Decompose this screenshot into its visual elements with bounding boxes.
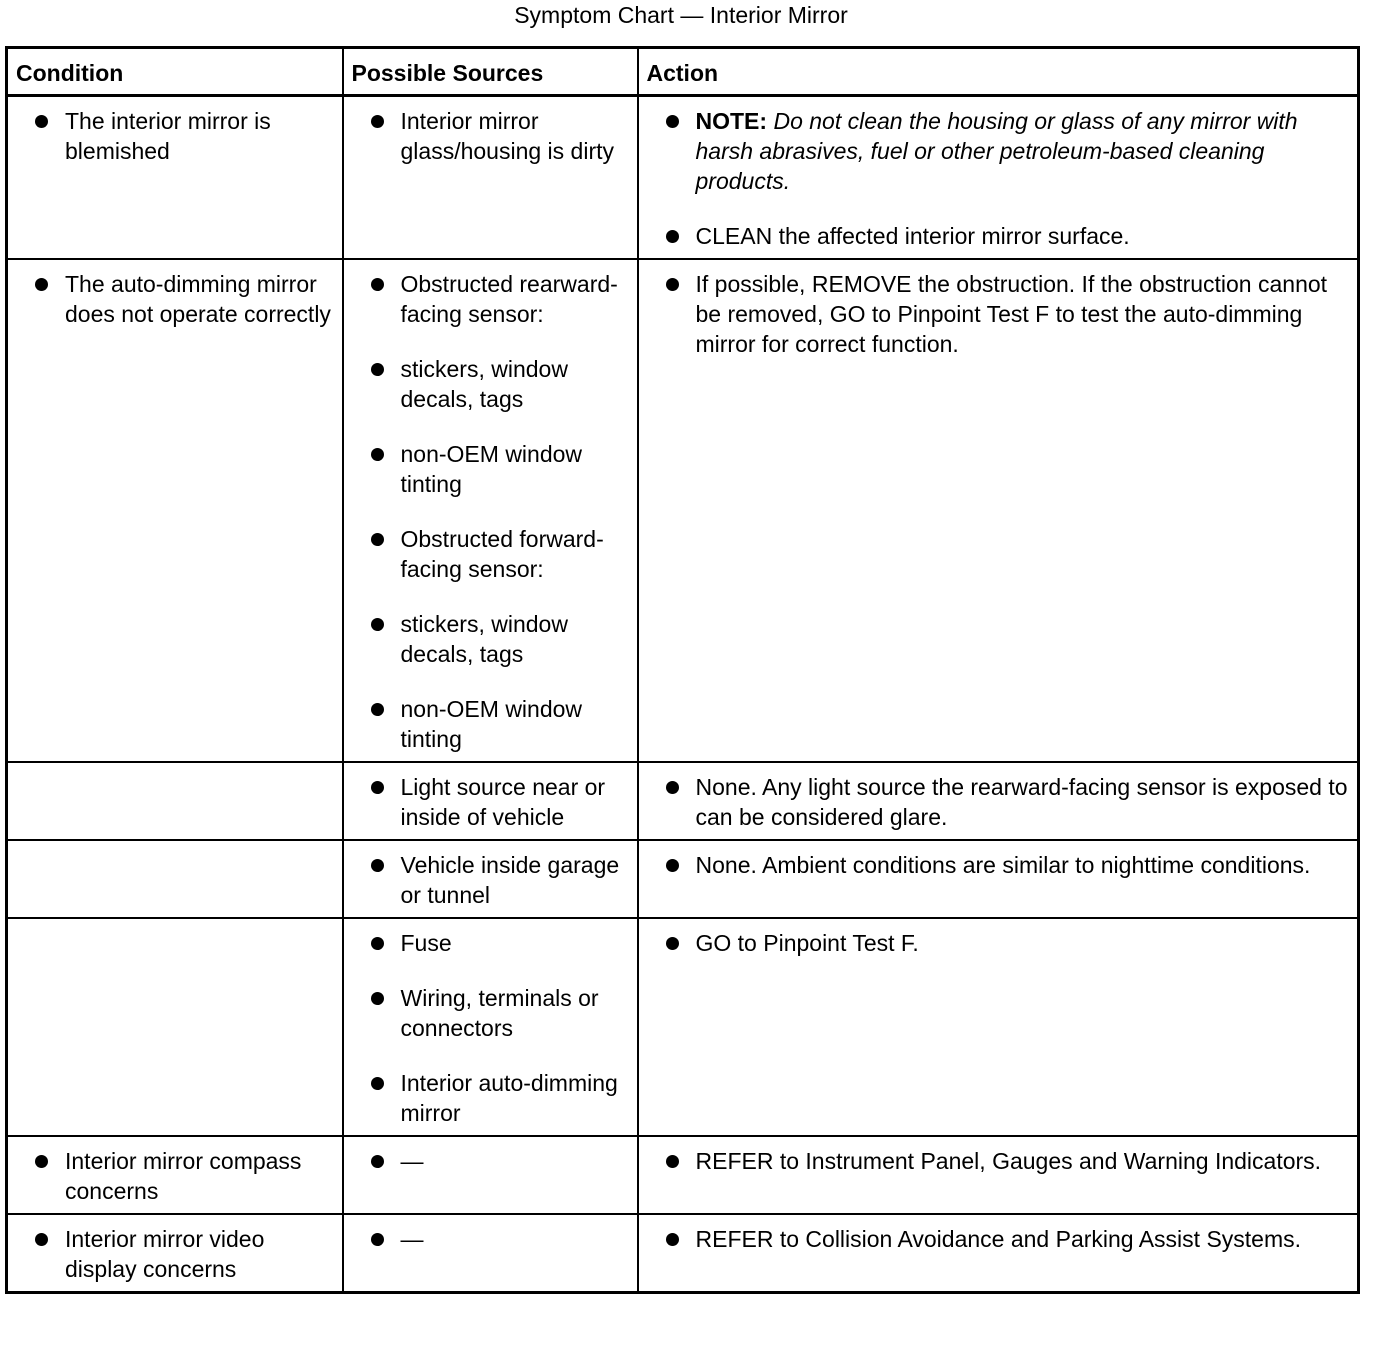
table-row [7,96,1359,260]
action-cell [638,96,1359,260]
source-item-text: — [400,1226,424,1252]
action-cell [638,762,1359,840]
condition-item [16,269,334,329]
condition-cell [7,96,343,260]
action-cell [638,918,1359,1136]
action-item [647,850,1350,880]
bullet-icon [35,115,48,128]
sources-cell [343,840,638,918]
condition-item-text: The auto-dimming mirror does not operate correctly [65,271,331,327]
condition-item-text: The interior mirror is blemished [65,108,271,164]
sources-cell [343,1214,638,1293]
sources-cell [343,96,638,260]
bullet-icon [666,781,679,794]
table-row [7,840,1359,918]
table-row [7,1214,1359,1293]
note-label: NOTE: [695,108,768,134]
condition-item-text: Interior mirror compass concerns [65,1148,302,1204]
source-item-text: stickers, window decals, tags [400,611,568,667]
bullet-icon [371,1233,384,1246]
bullet-icon [371,781,384,794]
action-item [647,1224,1350,1254]
header-condition: Condition [7,48,343,96]
bullet-icon [35,1233,48,1246]
condition-cell [7,1214,343,1293]
condition-cell [7,918,343,1136]
bullet-icon [666,859,679,872]
note-item [647,106,1350,196]
source-item [352,983,629,1043]
action-cell [638,1214,1359,1293]
table-body [7,96,1359,1293]
action-cell [638,1136,1359,1214]
condition-item [16,106,334,166]
condition-cell [7,762,343,840]
bullet-icon [666,1233,679,1246]
source-item-text: — [400,1148,424,1174]
bullet-icon [35,278,48,291]
action-item [647,221,1350,251]
source-item-text: stickers, window decals, tags [400,356,568,412]
condition-cell [7,1136,343,1214]
source-item-text: non-OEM window tinting [400,696,583,752]
bullet-icon [371,859,384,872]
bullet-icon [666,230,679,243]
condition-item [16,1224,334,1284]
source-item [352,928,629,958]
bullet-icon [371,533,384,546]
action-item-text: GO to Pinpoint Test F. [695,930,919,956]
condition-item-text: Interior mirror video display concerns [65,1226,265,1282]
action-item-text: CLEAN the affected interior mirror surface. [695,223,1130,249]
action-cell [638,840,1359,918]
bullet-icon [371,278,384,291]
sources-cell [343,762,638,840]
source-item-text: Obstructed rearward-facing sensor: [400,271,618,327]
action-item-text: If possible, REMOVE the obstruction. If the obstruction cannot be removed, GO to Pinpoint Test F to test the auto-dimming mirror for correct function. [695,271,1328,357]
action-item-text: REFER to Collision Avoidance and Parking Assist Systems. [695,1226,1302,1252]
symptom-table [5,46,1360,1294]
source-item [352,694,629,754]
table-row [7,762,1359,840]
bullet-icon [371,1077,384,1090]
bullet-icon [371,618,384,631]
action-item-text: None. Ambient conditions are similar to nighttime conditions. [695,852,1311,878]
action-cell [638,259,1359,762]
source-item [352,772,629,832]
bullet-icon [666,937,679,950]
header-row [7,48,1359,96]
condition-cell [7,840,343,918]
source-item [352,269,629,329]
action-item [647,772,1350,832]
source-item-text: Light source near or inside of vehicle [400,774,606,830]
action-item-text: REFER to Instrument Panel, Gauges and Warning Indicators. [695,1148,1322,1174]
source-item [352,1068,629,1128]
table-row [7,1136,1359,1214]
bullet-icon [666,278,679,291]
source-item [352,106,629,166]
source-item [352,439,629,499]
bullet-icon [371,937,384,950]
action-item [647,269,1350,359]
header-action: Action [638,48,1359,96]
condition-item [16,1146,334,1206]
action-item-text: None. Any light source the rearward-facing sensor is exposed to can be considered glare. [695,774,1348,830]
bullet-icon [371,115,384,128]
action-item [647,1146,1350,1176]
bullet-icon [371,448,384,461]
condition-cell [7,259,343,762]
note-text: Do not clean the housing or glass of any mirror with harsh abrasives, fuel or other petroleum-based cleaning products. [695,108,1298,194]
source-item [352,354,629,414]
source-item-text: Wiring, terminals or connectors [400,985,599,1041]
sources-cell [343,1136,638,1214]
table-row [7,918,1359,1136]
bullet-icon [35,1155,48,1168]
source-item-text: Interior auto-dimming mirror [400,1070,618,1126]
source-item-text: Vehicle inside garage or tunnel [400,852,620,908]
action-item [647,928,1350,958]
source-item [352,1224,629,1254]
sources-cell [343,259,638,762]
source-item [352,1146,629,1176]
source-item [352,850,629,910]
header-possible-sources: Possible Sources [343,48,638,96]
bullet-icon [371,363,384,376]
bullet-icon [371,703,384,716]
source-item [352,524,629,584]
source-item-text: non-OEM window tinting [400,441,583,497]
bullet-icon [371,1155,384,1168]
sources-cell [343,918,638,1136]
source-item [352,609,629,669]
bullet-icon [666,1155,679,1168]
table-row [7,259,1359,762]
source-item-text: Fuse [400,930,452,956]
source-item-text: Interior mirror glass/housing is dirty [400,108,614,164]
bullet-icon [371,992,384,1005]
chart-title: Symptom Chart — Interior Mirror [514,2,848,28]
bullet-icon [666,115,679,128]
source-item-text: Obstructed forward-facing sensor: [400,526,604,582]
